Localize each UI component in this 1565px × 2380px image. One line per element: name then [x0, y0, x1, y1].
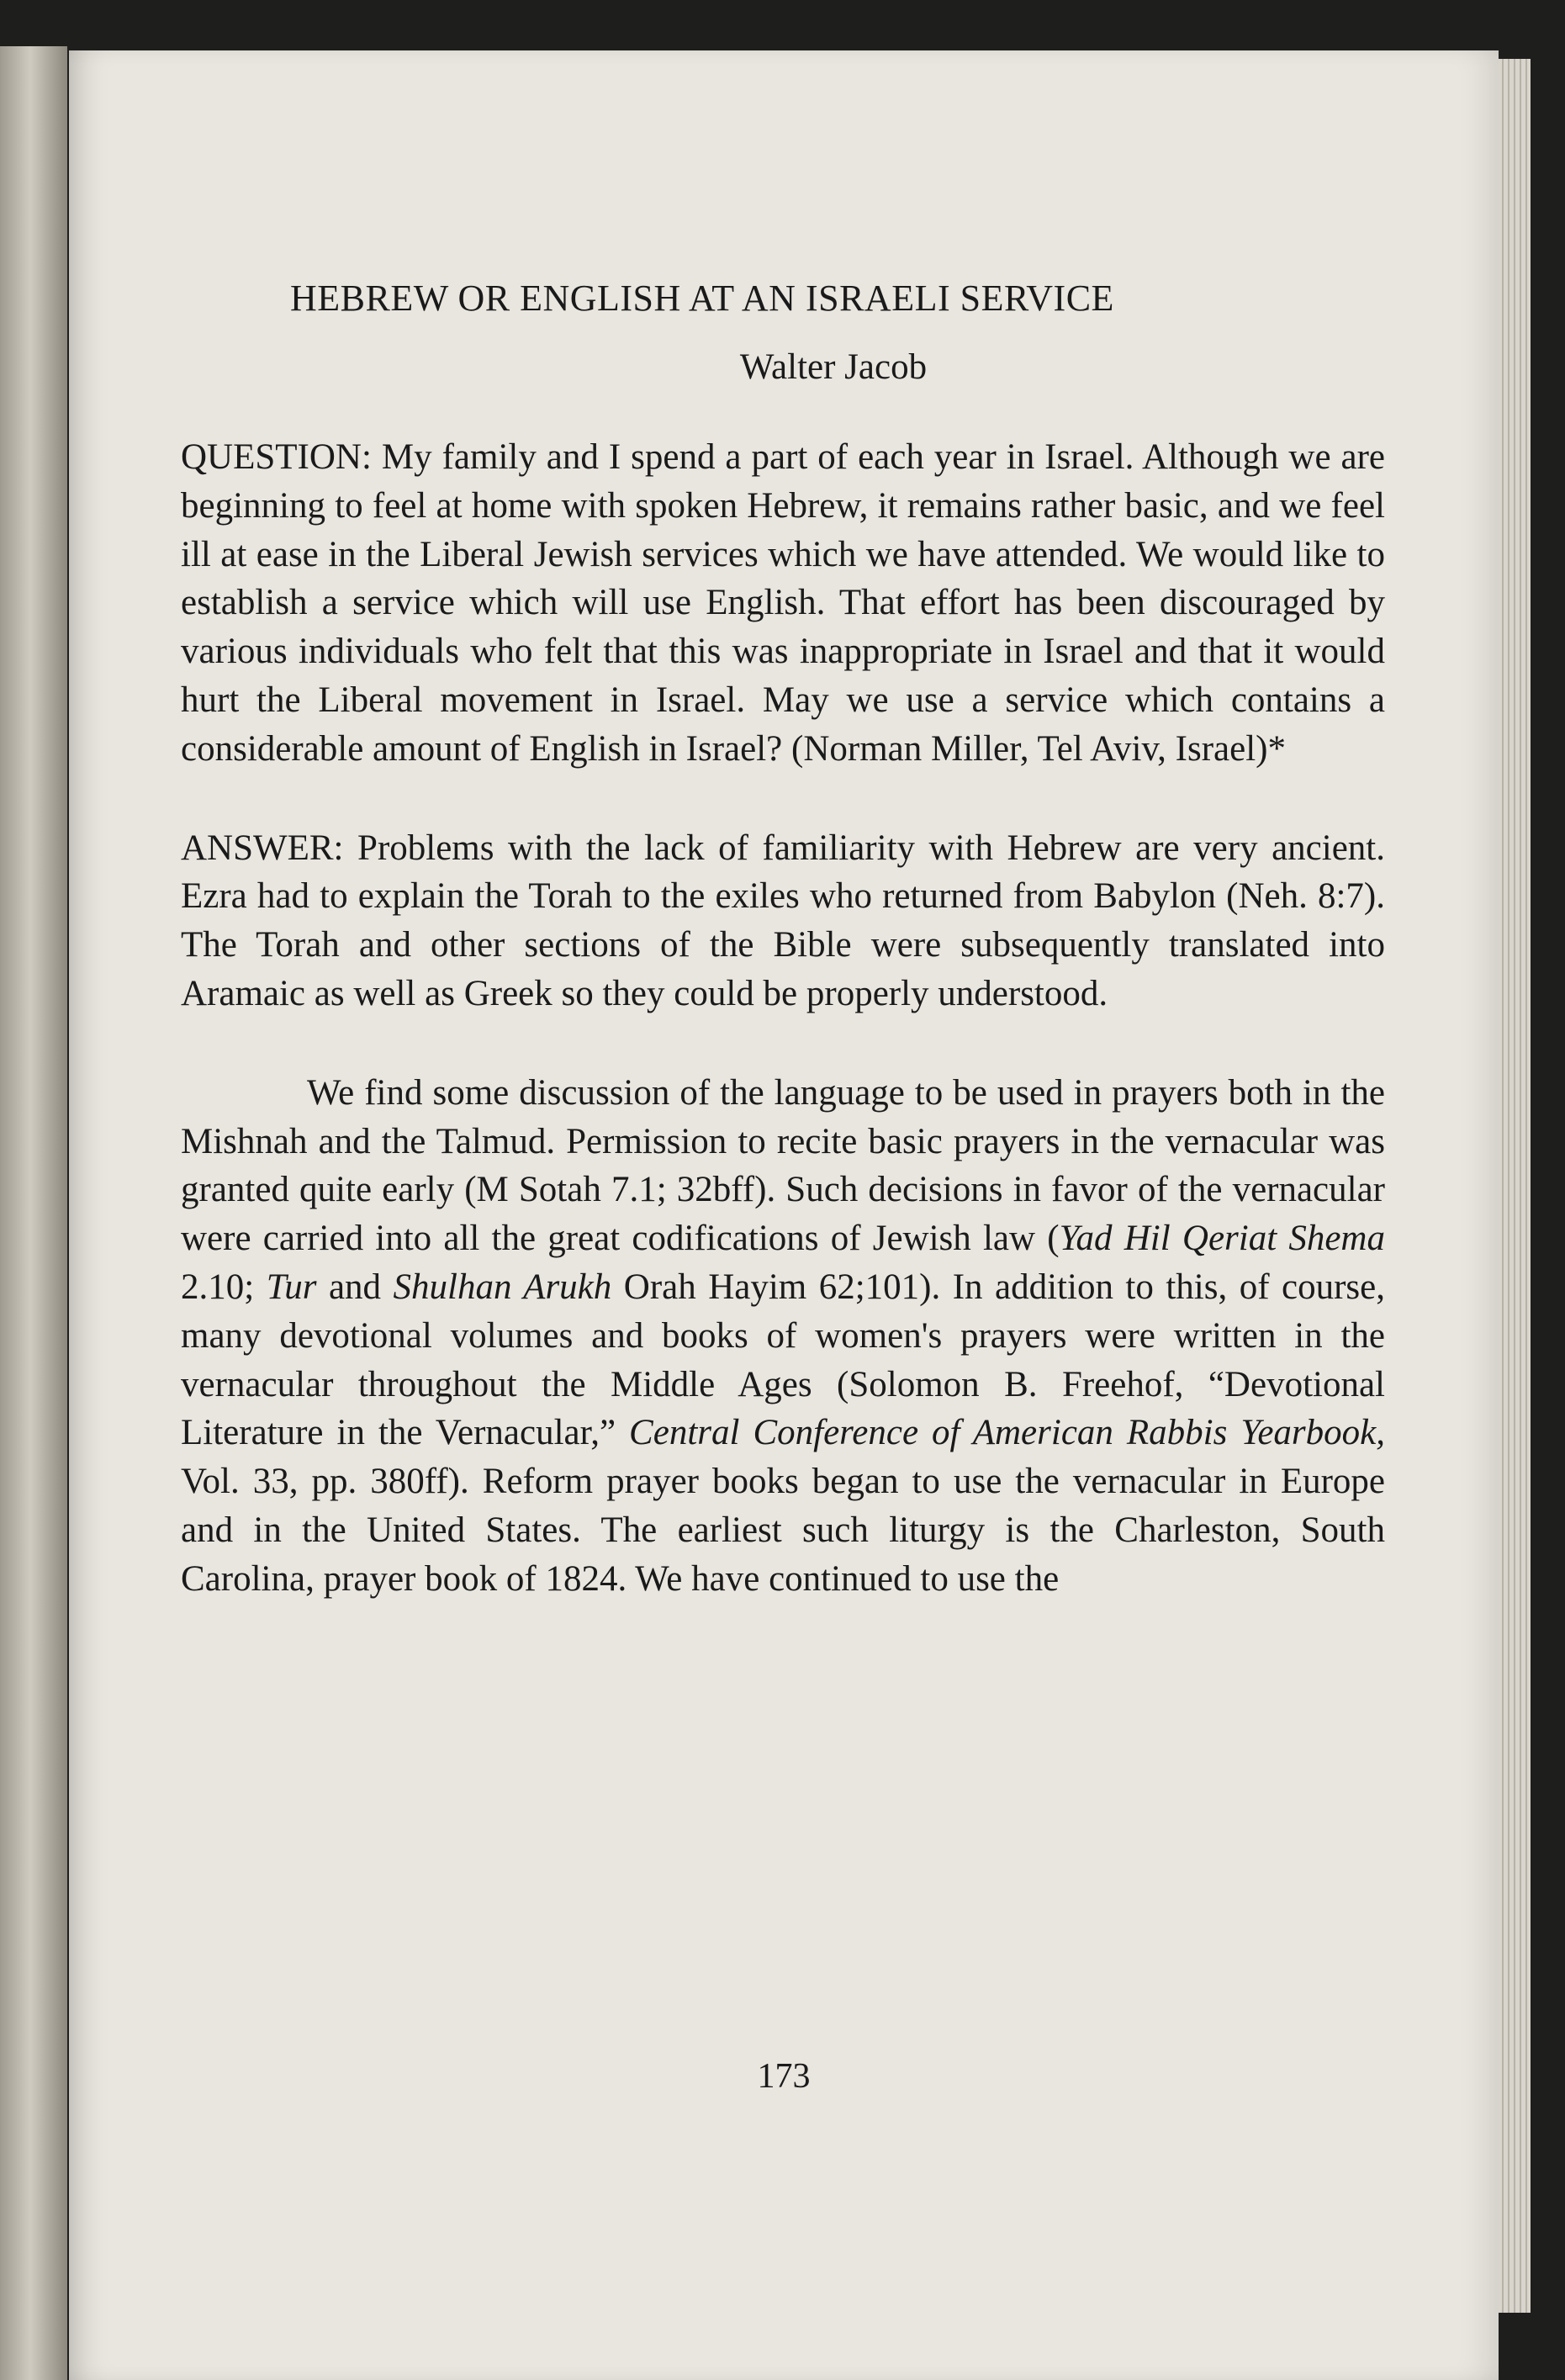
text-run: We find some discussion of the language to be used in prayers both in the Mishnah and the Talmud. Permission to recite basic prayers in the vernacular was granted quite early (M Sotah 7.1; 32bff). Such decisions in favor of the vernacular were carried into all the great codifications of Jewish law (: [181, 1072, 1385, 1259]
chapter-title: HEBREW OR ENGLISH AT AN ISRAELI SERVICE: [290, 278, 1114, 319]
text-block: [181, 265, 1385, 1604]
citation-italic: Central Conference of American Rabbis Yearbook,: [629, 1413, 1385, 1453]
book-page: [69, 50, 1499, 2380]
answer-text: Problems with the lack of familiarity with Hebrew are very ancient. Ezra had to explain the Torah to the exiles who returned from Babylon (Neh. 8:7). The Torah and other sections of the Bible were subsequently translated into Aramaic as well as Greek so they could be properly understood.: [181, 828, 1385, 1013]
body-paragraph: [181, 1069, 1385, 1604]
citation-italic: Yad Hil Qeriat Shema: [1059, 1219, 1385, 1259]
author-name: Walter Jacob: [739, 347, 928, 387]
question-text: My family and I spend a part of each year in Israel. Although we are beginning to feel at home with spoken Hebrew, it remains rather basic, and we feel ill at ease in the Liberal Jewish services which we have attended. We would like to establish a service which will use English. That effort has been discouraged by various individuals who felt that this was inappropriate in Israel and that it would hurt the Liberal movement in Israel. May we use a service which contains a considerable amount of English in Israel? (Norman Miller, Tel Aviv, Israel)*: [181, 437, 1385, 769]
text-run: 2.10;: [181, 1267, 267, 1307]
left-page-edge: [0, 46, 67, 2380]
citation-italic: Shulhan Arukh: [393, 1267, 612, 1307]
page-number: 173: [757, 2057, 811, 2096]
text-run: and: [316, 1267, 394, 1307]
answer-paragraph: [181, 824, 1385, 1018]
question-paragraph: [181, 433, 1385, 774]
answer-label: ANSWER:: [181, 828, 344, 868]
citation-italic: Tur: [266, 1267, 317, 1307]
question-label: QUESTION:: [181, 437, 372, 477]
text-run: Orah Hayim 62;101). In addition to this, of course, many devotional volumes and books of women's prayers were written in the vernacular throughout the Middle Ages (Solomon B. Freehof, “Devotional Literature in the Vernacular,”: [181, 1267, 1385, 1453]
text-run: Vol. 33, pp. 380ff). Reform prayer books began to use the vernacular in Europe and in the United States. The earliest such liturgy is the Charleston, South Carolina, prayer book of 1824. We have continued to use the: [181, 1462, 1385, 1599]
